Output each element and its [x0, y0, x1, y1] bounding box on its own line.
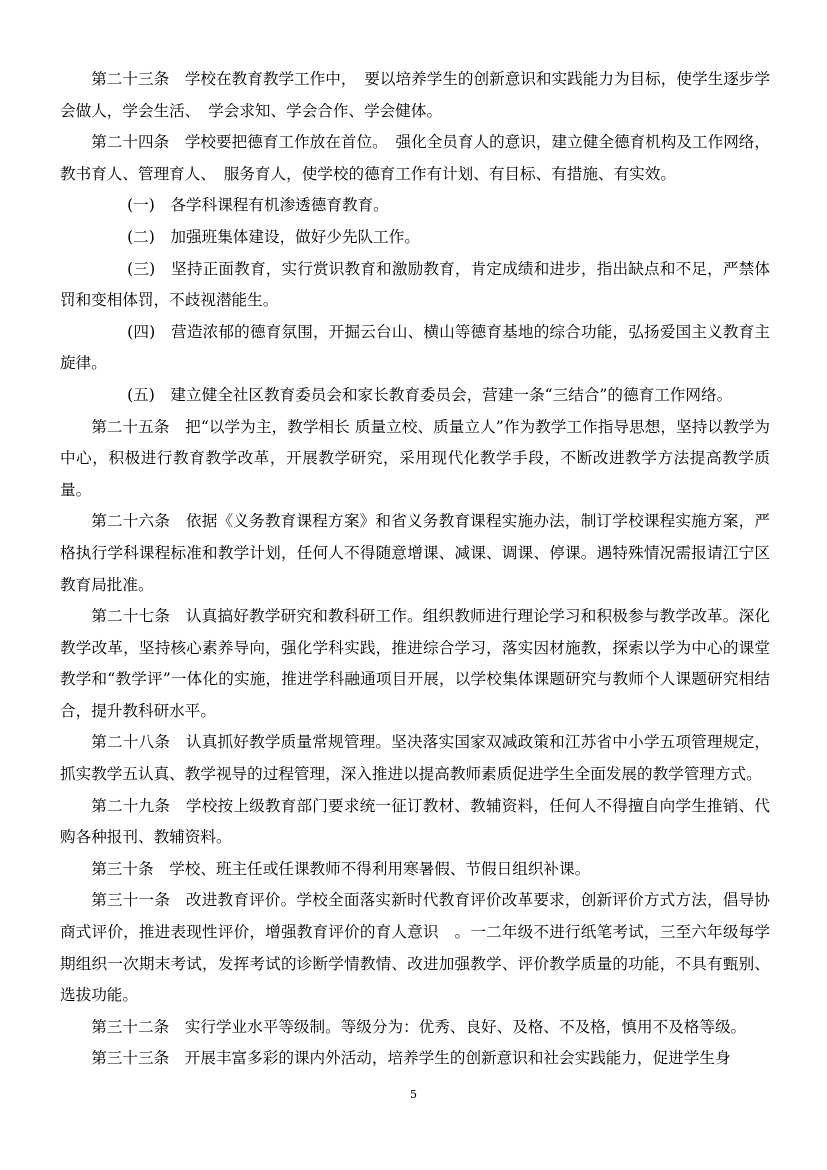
page-number: 5: [410, 1088, 417, 1101]
article-24-item-1: (一) 各学科课程有机渗透德育教育。: [127, 196, 389, 215]
article-29: 第二十九条 学校按上级教育部门要求统一征订教材、教辅资料，任何人不得擅自向学生推销、代购各种报刊、教辅资料。: [60, 796, 770, 847]
article-23: 第二十三条 学校在教育教学工作中， 要以培养学生的创新意识和实践能力为目标，使学生逐步学会做人，学会生活、 学会求知、学会合作、学会健体。: [60, 70, 770, 120]
document-body: [60, 64, 770, 1075]
article-25: 第二十五条 把“以学为主，教学相长 质量立校、质量立人”作为教学工作指导思想，坚持以教学为中心，积极进行教育教学改革，开展教学研究，采用现代化教学手段，不断改进教学方法提高教学质量。: [60, 417, 770, 499]
article-32: 第三十二条 实行学业水平等级制。等级分为：优秀、良好、及格、不及格，慎用不及格等级。: [91, 1017, 747, 1036]
article-28: 第二十八条 认真抓好教学质量常规管理。坚决落实国家双减政策和江苏省中小学五项管理规定，抓实教学五认真、教学视导的过程管理，深入推进以提高教师素质促进学生全面发展的教学管理方式。: [60, 733, 770, 784]
article-24: 第二十四条 学校要把德育工作放在首位。 强化全员育人的意识，建立健全德育机构及工作网络，教书育人、管理育人、 服务育人，使学校的德育工作有计划、有目标、有措施、有实效。: [60, 133, 770, 183]
article-26: 第二十六条 依据《义务教育课程方案》和省义务教育课程实施办法，制订学校课程实施方案，严格执行学科课程标准和教学计划，任何人不得随意增课、减课、调课、停课。遇特殊情况需报请江宁区教育局批准。: [60, 512, 770, 594]
article-30: 第三十条 学校、班主任或任课教师不得利用寒暑假、节假日组织补课。: [91, 859, 591, 878]
article-33: 第三十三条 开展丰富多彩的课内外活动，培养学生的创新意识和社会实践能力，促进学生身: [91, 1049, 731, 1068]
article-24-item-3: (三) 坚持正面教育，实行赏识教育和激励教育，肯定成绩和进步，指出缺点和不足，严禁体罚和变相体罚，不歧视潜能生。: [60, 259, 770, 310]
article-27: 第二十七条 认真搞好教学研究和教科研工作。组织教师进行理论学习和积极参与教学改革。深化教学改革，坚持核心素养导向，强化学科实践，推进综合学习，落实因材施教，探索以学为中心的课堂教学和“教学评”一体化的实施，推进学科融通项目开展，以学校集体课题研究与教师个人课题研究相结合，提升教科研水平。: [60, 607, 770, 720]
article-31: 第三十一条 改进教育评价。学校全面落实新时代教育评价改革要求，创新评价方式方法，倡导协商式评价，推进表现性评价，增强教育评价的育人意识 。一二年级不进行纸笔考试，三至六年级每学期组织一次期末考试，发挥考试的诊断学情教情、改进加强教学、评价教学质量的功能，不具有甄别、选拔功能。: [60, 891, 770, 1005]
article-24-item-4: (四) 营造浓郁的德育氛围，开掘云台山、横山等德育基地的综合功能，弘扬爱国主义教育主旋律。: [60, 322, 770, 373]
article-24-item-5: (五) 建立健全社区教育委员会和家长教育委员会，营建一条“三结合”的德育工作网络。: [127, 385, 733, 404]
article-24-item-2: (二) 加强班集体建设，做好少先队工作。: [127, 227, 420, 246]
